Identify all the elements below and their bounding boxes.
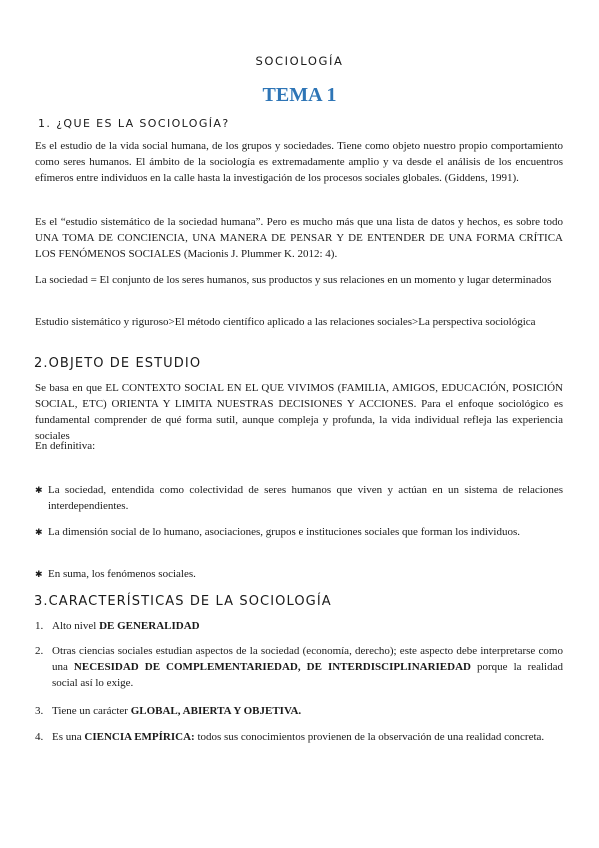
numbered-item: 1. Alto nivel DE GENERALIDAD <box>35 620 200 632</box>
list-item: ✱ En suma, los fenómenos sociales. <box>35 568 196 580</box>
list-item: ✱ La sociedad, entendida como colectividad de seres humanos que viven y actúan en un sistema de relaciones interdependientes. <box>35 484 563 512</box>
numbered-item: 3. Tiene un carácter GLOBAL, ABIERTA Y OBJETIVA. <box>35 705 302 717</box>
list-item: ✱ La dimensión social de lo humano, asociaciones, grupos e instituciones sociales que forman los individuos. <box>35 526 520 538</box>
document-title: SOCIOLOGÍA <box>255 54 344 68</box>
section2-heading: 2.OBJETO DE ESTUDIO <box>34 356 202 371</box>
section2-paragraph-2: En definitiva: <box>35 440 96 452</box>
document-subtitle: TEMA 1 <box>262 84 337 106</box>
asterisk-bullet-icon: ✱ <box>35 485 43 495</box>
section1-heading: 1. ¿QUE ES LA SOCIOLOGÍA? <box>38 117 230 130</box>
numbered-item: 2. Otras ciencias sociales estudian aspectos de la sociedad (economía, derecho); este aspecto debe interpretarse como una NECESIDAD DE COMPLEMENTARIEDAD, DE INTERDISCIPLINARIEDAD porque la realidad social así lo exige. <box>35 645 563 689</box>
section3-heading: 3.CARACTERÍSTICAS DE LA SOCIOLOGÍA <box>34 594 332 609</box>
section2-paragraph-1: Se basa en que EL CONTEXTO SOCIAL EN EL QUE VIVIMOS (FAMILIA, AMIGOS, EDUCACIÓN, POSICIÓN SOCIAL, ETC) ORIENTA Y LIMITA NUESTRAS DECISIONES Y ACCIONES. Para el enfoque sociológico es fundamental comprender de qué forma sutil, aunque compleja y profunda, la vida individual refleja las experiencia sociales <box>35 382 563 442</box>
asterisk-bullet-icon: ✱ <box>35 527 43 537</box>
section1-paragraph-2: Es el “estudio sistemático de la sociedad humana”. Pero es mucho más que una lista de datos y hechos, es sobre todo UNA TOMA DE CONCIENCIA, UNA MANERA DE PENSAR Y DE ENTENDER DE UNA FORMA CRÍTICA LOS FENÓMENOS SOCIALES (Macionis J. Plummer K. 2012: 4). <box>35 216 563 260</box>
numbered-item: 4. Es una CIENCIA EMPÍRICA: todos sus conocimientos provienen de la observación de una realidad concreta. <box>35 731 545 743</box>
section1-paragraph-3: La sociedad = El conjunto de los seres humanos, sus productos y sus relaciones en un momento y lugar determinados <box>35 274 552 286</box>
section1-paragraph-1: Es el estudio de la vida social humana, de los grupos y sociedades. Tiene como objeto nuestro propio comportamiento como seres humanos. El ámbito de la sociología es extremadamente amplio y va desde el análisis de los encuentros efímeros entre individuos en la calle hasta la investigación de los procesos sociales globales. (Giddens, 1991). <box>35 140 563 184</box>
section1-paragraph-4: Estudio sistemático y riguroso>El método científico aplicado a las relaciones sociales>La perspectiva sociológica <box>35 316 536 328</box>
asterisk-bullet-icon: ✱ <box>35 569 43 579</box>
